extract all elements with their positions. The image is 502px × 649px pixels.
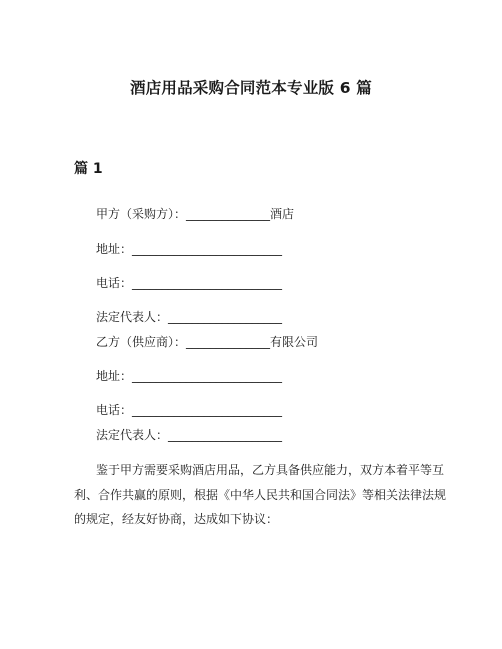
section-heading: 篇 1 <box>74 161 103 177</box>
party-a-phone-line: 电话：_________________________ <box>96 276 283 290</box>
preamble-text: 鉴于甲方需要采购酒店用品，乙方具备供应能力，双方本着平等互利、合作共赢的原则，根据《中华人民共和国合同法》等相关法律法规的规定，经友好协商，达成如下协议： <box>74 463 447 526</box>
party-b-address-line: 地址：_________________________ <box>96 369 283 383</box>
party-b-representative-line: 法定代表人：___________________ <box>96 428 283 442</box>
party-b-name-line: 乙方（供应商）：______________有限公司 <box>96 335 319 349</box>
document-title: 酒店用品采购合同范本专业版 6 篇 <box>130 79 372 97</box>
party-a-name-line: 甲方（采购方）：______________酒店 <box>96 207 295 221</box>
party-a-address-line: 地址：_________________________ <box>96 242 283 256</box>
party-b-phone-line: 电话：_________________________ <box>96 403 283 417</box>
preamble-paragraph <box>74 458 446 532</box>
party-a-representative-line: 法定代表人：___________________ <box>96 310 283 324</box>
